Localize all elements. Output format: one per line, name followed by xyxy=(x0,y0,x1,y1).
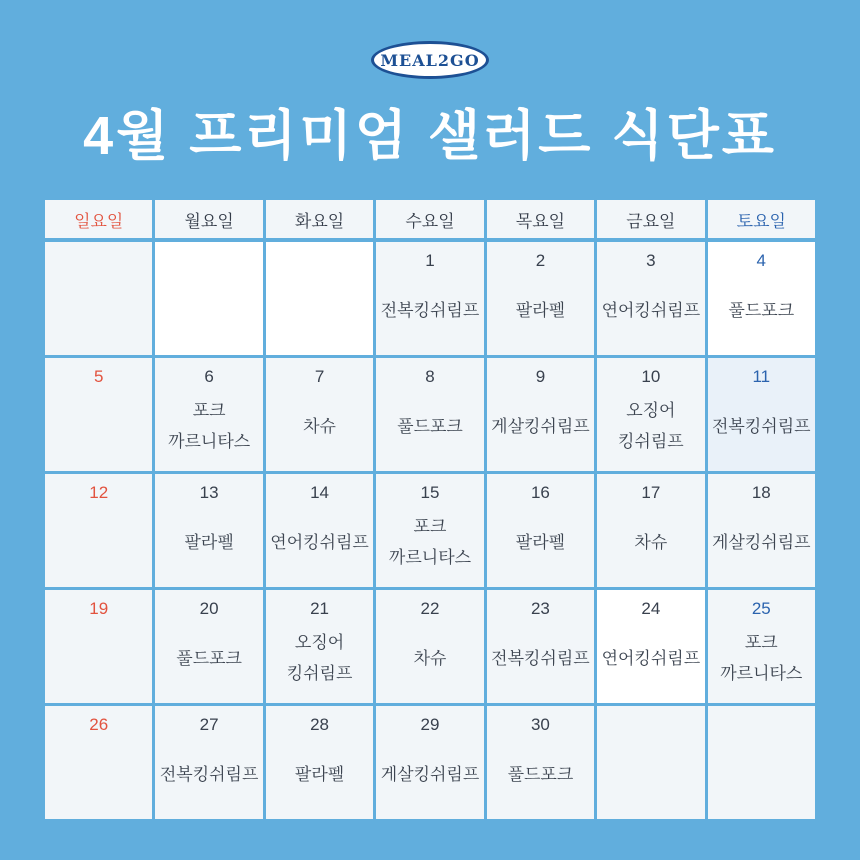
weekday-header-fri: 금요일 xyxy=(597,200,704,238)
meal-line: 포크 xyxy=(744,633,778,653)
calendar-cell xyxy=(45,474,152,587)
meal-line: 킹쉬림프 xyxy=(286,664,353,683)
calendar-cell xyxy=(487,474,594,587)
meal-name xyxy=(270,503,369,587)
date-number: 20 xyxy=(199,599,219,618)
meal-name xyxy=(295,735,344,819)
date-number: 11 xyxy=(752,367,771,386)
date-number: 16 xyxy=(530,483,550,502)
date-number: 1 xyxy=(425,251,435,270)
meal-line: 차슈 xyxy=(634,532,668,552)
meal-line: 팔라펠 xyxy=(294,764,345,784)
calendar-cell xyxy=(376,474,483,587)
calendar-cell xyxy=(376,242,483,355)
meal-line: 포크 xyxy=(413,517,447,537)
calendar-cell xyxy=(597,242,704,355)
meal-line: 차슈 xyxy=(303,416,336,436)
meal-calendar xyxy=(45,200,815,819)
calendar-cell xyxy=(597,474,704,587)
date-number: 17 xyxy=(641,483,661,502)
page-title: 4월 프리미엄 샐러드 식단표 xyxy=(83,106,777,166)
date-number: 14 xyxy=(310,483,330,502)
calendar-cell xyxy=(708,358,815,471)
meal-line: 풀드포크 xyxy=(728,300,795,320)
meal-line: 풀드포크 xyxy=(397,416,463,436)
meal-name xyxy=(712,503,811,587)
meal-line: 차슈 xyxy=(413,648,447,668)
meal-line: 전복킹쉬림프 xyxy=(491,648,590,668)
date-number: 24 xyxy=(641,599,661,618)
meal-name xyxy=(168,387,250,471)
calendar-cell xyxy=(266,590,373,703)
calendar-cell xyxy=(597,706,704,819)
date-number: 30 xyxy=(530,715,550,734)
meal-name xyxy=(728,271,794,355)
date-number: 22 xyxy=(420,599,440,618)
calendar-cell xyxy=(155,474,262,587)
meal-name xyxy=(381,271,480,355)
date-number: 9 xyxy=(535,367,546,386)
date-number: 6 xyxy=(204,367,214,386)
meal-line: 풀드포크 xyxy=(507,764,574,784)
date-number: 29 xyxy=(420,715,440,734)
calendar-cell xyxy=(708,706,815,819)
meal-line: 킹쉬림프 xyxy=(618,432,684,451)
weekday-header-sat: 토요일 xyxy=(708,200,815,238)
date-number: 28 xyxy=(310,715,330,734)
meal-line: 까르니타스 xyxy=(388,548,472,567)
meal-line: 포크 xyxy=(192,401,226,421)
meal-name xyxy=(720,619,802,703)
meal-line: 게살킹쉬림프 xyxy=(712,532,811,552)
date-number: 27 xyxy=(199,715,219,734)
date-number: 2 xyxy=(535,251,546,270)
calendar-cell xyxy=(266,242,373,355)
meal-name xyxy=(634,503,667,587)
calendar-cell xyxy=(266,706,373,819)
calendar-cell xyxy=(155,706,262,819)
calendar-cell xyxy=(45,590,152,703)
meal-name xyxy=(602,619,701,703)
calendar-cell xyxy=(597,590,704,703)
meal-name xyxy=(414,619,447,703)
meal-name xyxy=(516,271,565,355)
weekday-header-sun: 일요일 xyxy=(45,200,152,238)
calendar-cell xyxy=(487,242,594,355)
meal-name xyxy=(397,387,463,471)
meal-name xyxy=(602,271,701,355)
calendar-cell xyxy=(266,474,373,587)
date-number: 21 xyxy=(310,599,330,618)
calendar-cell xyxy=(376,590,483,703)
date-number: 12 xyxy=(89,483,109,502)
meal-name xyxy=(381,735,480,819)
meal-line: 풀드포크 xyxy=(176,648,242,668)
weekday-header-tue: 화요일 xyxy=(266,200,373,238)
meal2go-logo xyxy=(371,41,489,79)
meal-line: 까르니타스 xyxy=(720,664,803,683)
meal-line: 팔라펠 xyxy=(515,300,566,320)
date-number: 3 xyxy=(646,251,656,270)
meal-line: 게살킹쉬림프 xyxy=(491,416,590,436)
calendar-cell xyxy=(376,358,483,471)
date-number: 26 xyxy=(89,715,109,734)
meal-name xyxy=(389,503,471,587)
calendar-cell xyxy=(487,706,594,819)
date-number: 23 xyxy=(530,599,550,618)
meal-name xyxy=(176,619,242,703)
calendar-cell xyxy=(708,242,815,355)
meal-line: 오징어 xyxy=(294,633,345,653)
calendar-cell xyxy=(597,358,704,471)
calendar-cell xyxy=(45,706,152,819)
date-number: 10 xyxy=(641,367,661,386)
calendar-grid xyxy=(45,242,815,819)
calendar-cell xyxy=(266,358,373,471)
calendar-cell xyxy=(155,590,262,703)
date-number: 13 xyxy=(199,483,219,502)
meal-line: 전복킹쉬림프 xyxy=(380,300,480,320)
date-number: 19 xyxy=(89,599,109,618)
calendar-cell xyxy=(155,242,262,355)
date-number: 15 xyxy=(420,483,440,502)
calendar-cell xyxy=(708,474,815,587)
weekday-header-mon: 월요일 xyxy=(155,200,262,238)
date-number: 7 xyxy=(314,367,325,386)
meal-line: 팔라펠 xyxy=(184,532,234,552)
weekday-header-row xyxy=(45,200,815,238)
meal-line: 연어킹쉬림프 xyxy=(601,300,701,320)
date-number: 25 xyxy=(751,599,771,618)
meal-name xyxy=(287,619,353,703)
meal-name xyxy=(491,387,590,471)
calendar-cell xyxy=(708,590,815,703)
meal2go-logo-text: MEAL2GO xyxy=(380,50,480,70)
meal-name xyxy=(618,387,684,471)
meal-line: 팔라펠 xyxy=(515,532,566,552)
meal-line: 오징어 xyxy=(626,401,676,421)
meal-name xyxy=(491,619,590,703)
date-number: 5 xyxy=(93,367,104,386)
date-number: 4 xyxy=(756,251,767,270)
meal-name xyxy=(508,735,574,819)
calendar-cell xyxy=(376,706,483,819)
meal-line: 전복킹쉬림프 xyxy=(712,416,811,436)
calendar-cell xyxy=(487,358,594,471)
meal-name xyxy=(712,387,811,471)
meal-line: 까르니타스 xyxy=(168,432,251,451)
meal-line: 연어킹쉬림프 xyxy=(270,532,369,552)
meal-name xyxy=(184,503,233,587)
calendar-cell xyxy=(155,358,262,471)
date-number: 8 xyxy=(425,367,435,386)
calendar-cell xyxy=(45,358,152,471)
calendar-cell xyxy=(487,590,594,703)
meal-line: 게살킹쉬림프 xyxy=(380,764,480,784)
calendar-cell xyxy=(45,242,152,355)
weekday-header-wed: 수요일 xyxy=(376,200,483,238)
meal-line: 전복킹쉬림프 xyxy=(159,764,259,784)
meal-line: 연어킹쉬림프 xyxy=(601,648,701,668)
meal-name xyxy=(160,735,259,819)
date-number: 18 xyxy=(751,483,771,502)
weekday-header-thu: 목요일 xyxy=(487,200,594,238)
meal-name xyxy=(516,503,565,587)
meal-name xyxy=(303,387,336,471)
